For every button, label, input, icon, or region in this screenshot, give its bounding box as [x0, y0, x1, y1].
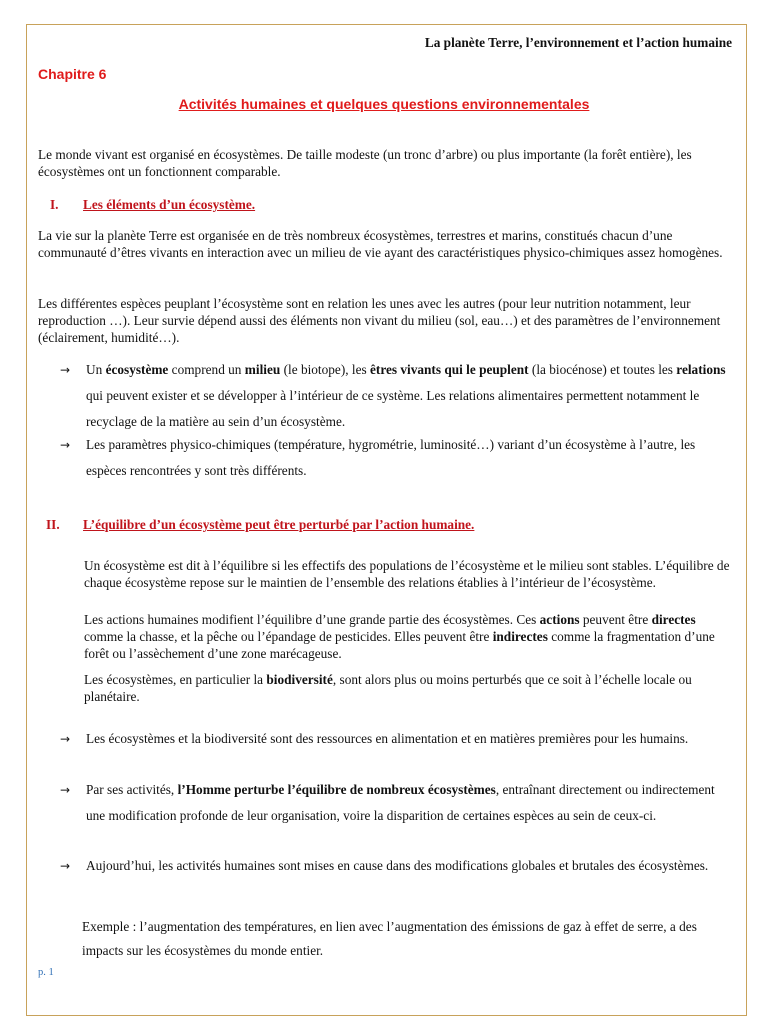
section-1-bullet-2: [60, 432, 735, 484]
arrow-icon: →: [60, 732, 71, 746]
section-2-bullet-2: [60, 777, 735, 855]
section-1-heading: [50, 197, 256, 213]
page-number: p. 1: [38, 967, 54, 978]
arrow-icon: →: [60, 783, 71, 797]
section-2-number: II.: [46, 517, 60, 532]
example-text: Exemple : l’augmentation des températures, en lien avec l’augmentation des émissions de gaz à effet de serre, a des impacts sur les écosystèmes du monde entier.: [82, 919, 697, 958]
intro-paragraph: Le monde vivant est organisé en écosystèmes. De taille modeste (un tronc d’arbre) ou plus importante (la forêt entière), les écosystèmes ont un fonctionnent comparable.: [38, 147, 692, 179]
bullet-text: Un écosystème comprend un milieu (le biotope), les êtres vivants qui le peuplent (la biocénose) et toutes les relations qui peuvent exister et se développer à l’intérieur de ce système. Les relations alimentaires permettent notamment le recyclage de la matière au sein d’un écosystème.: [86, 362, 726, 429]
bullet-text: Aujourd’hui, les activités humaines sont mises en cause dans des modifications globales et brutales des écosystèmes.: [86, 858, 709, 873]
section-2-bullet-3: [60, 853, 735, 905]
running-header: La planète Terre, l’environnement et l’action humaine: [424, 35, 732, 50]
section-1-paragraph-1: La vie sur la planète Terre est organisée en de très nombreux écosystèmes, terrestres et marins, constitués chacun d’une communauté d’êtres vivants en interaction avec un milieu de vie ayant des caractéristiques physico-chimiques assez homogènes.: [38, 228, 723, 260]
arrow-icon: →: [60, 859, 71, 873]
bullet-text: Les écosystèmes et la biodiversité sont des ressources en alimentation et en matières premières pour les humains.: [86, 731, 689, 746]
section-1-bullet-1: [60, 357, 735, 435]
section-2-title: L’équilibre d’un écosystème peut être perturbé par l’action humaine.: [83, 517, 475, 532]
section-1-title: Les éléments d’un écosystème.: [83, 197, 256, 212]
section-2-heading: [46, 517, 475, 533]
bullet-text: Par ses activités, l’Homme perturbe l’équilibre de nombreux écosystèmes, entraînant directement ou indirectement une modification profonde de leur organisation, voire la disparition de certaines espèces au sein de ceux-ci.: [86, 782, 715, 823]
bullet-text: Les paramètres physico-chimiques (température, hygrométrie, luminosité…) variant d’un écosystème à l’autre, les espèces rencontrées y sont très différents.: [86, 437, 696, 478]
section-1-paragraph-2: Les différentes espèces peuplant l’écosystème sont en relation les unes avec les autres (pour leur nutrition notamment, leur reproduction …). Leur survie dépend aussi des éléments non vivant du milieu (sol, eau…) et des paramètres de l’environnement (éclairement, humidité…).: [38, 296, 721, 345]
section-2-paragraph-2: Les actions humaines modifient l’équilibre d’une grande partie des écosystèmes. Ces actions peuvent être directes comme la chasse, et la pêche ou l’épandage de pesticides. Elles peuvent être indirectes comme la fragmentation d’une forêt ou l’assèchement d’une zone marécageuse.: [84, 612, 715, 661]
section-2-paragraph-3: Les écosystèmes, en particulier la biodiversité, sont alors plus ou moins perturbés que ce soit à l’échelle locale ou planétaire.: [84, 672, 692, 704]
chapter-label: Chapitre 6: [38, 66, 107, 82]
arrow-icon: →: [60, 363, 71, 377]
section-2-paragraph-1: Un écosystème est dit à l’équilibre si les effectifs des populations de l’écosystème et le milieu sont stables. L’équilibre de chaque écosystème repose sur le maintien de l’ensemble des relations établies à l’intérieur de l’écosystème.: [84, 558, 730, 590]
arrow-icon: →: [60, 438, 71, 452]
section-2-bullet-1: [60, 726, 735, 778]
page-title: Activités humaines et quelques questions environnementales: [178, 96, 590, 112]
example-note: [60, 915, 735, 967]
section-1-number: I.: [50, 197, 59, 212]
